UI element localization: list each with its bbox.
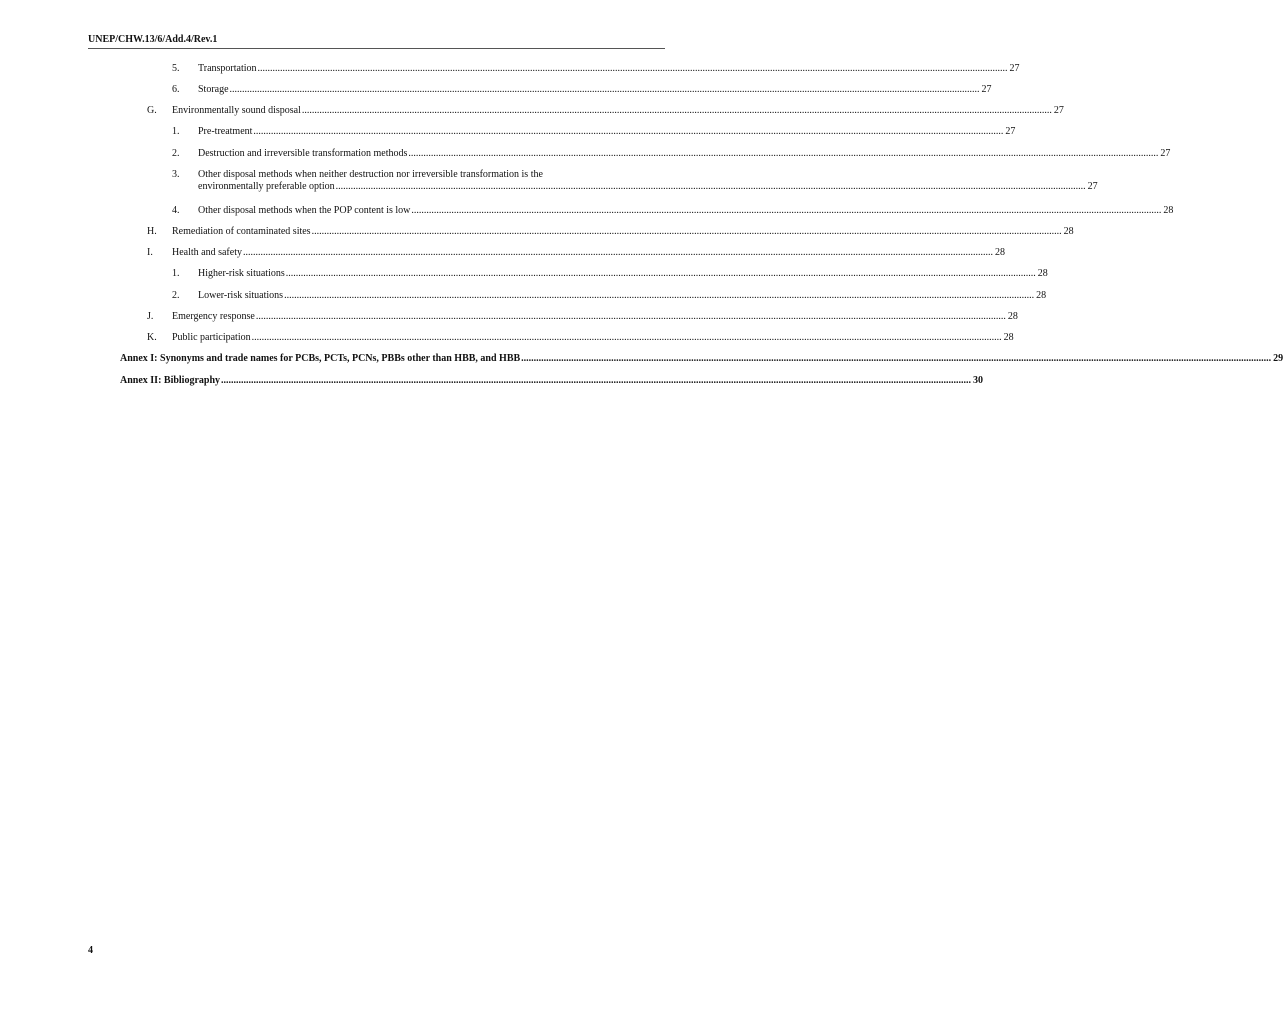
toc-entry-title: Lower-risk situations [198, 290, 284, 301]
toc-entry-title: Public participation [172, 332, 251, 343]
toc-entry-text [172, 311, 1018, 323]
toc-entry-text [198, 169, 1098, 193]
toc-entry-page: 27 [1053, 105, 1064, 116]
toc-entry-number: 3. [172, 169, 180, 180]
page-number: 4 [88, 945, 93, 956]
toc-leader-dots: ............................................................................................................................................................................................................................................................................................................ [242, 247, 993, 258]
toc-entry-title: Transportation [198, 63, 257, 74]
toc-entry-text [198, 290, 1047, 302]
toc-entry-page: 28 [1007, 311, 1018, 322]
toc-entry-title: Annex II: Bibliography [120, 375, 221, 386]
toc-entry-text [172, 226, 1074, 238]
toc-entry-number: 4. [172, 205, 180, 216]
toc-entry-text [198, 148, 1171, 160]
toc-entry-page: 28 [1037, 268, 1048, 279]
toc-entry-number: 2. [172, 290, 180, 301]
toc-entry-page: 27 [1160, 148, 1171, 159]
toc-leader-dots: ............................................................................................................................................................................................................................................................................................................ [301, 105, 1052, 116]
toc-leader-dots: ............................................................................................................................................................................................................................................................................................................ [311, 226, 1062, 237]
toc-entry-letter: G. [147, 105, 157, 116]
toc-leader-dots: ............................................................................................................................................................................................................................................................................................................ [521, 353, 1272, 364]
toc-leader-dots: ............................................................................................................................................................................................................................................................................................................ [257, 63, 1008, 74]
toc-leader-dots: ............................................................................................................................................................................................................................................................................................................ [335, 181, 1086, 192]
toc-entry-line2 [198, 181, 1098, 193]
toc-leader-dots: ............................................................................................................................................................................................................................................................................................................ [408, 148, 1159, 159]
toc-entry-letter: H. [147, 226, 157, 237]
toc-leader-dots: ............................................................................................................................................................................................................................................................................................................ [221, 375, 972, 386]
toc-entry-number: 1. [172, 268, 180, 279]
toc-leader-dots: ............................................................................................................................................................................................................................................................................................................ [284, 290, 1035, 301]
toc-entry-page: 28 [994, 247, 1005, 258]
toc-entry-text [198, 205, 1174, 217]
toc-entry-letter: I. [147, 247, 153, 258]
toc-entry-page: 28 [1063, 226, 1074, 237]
toc-leader-dots: ............................................................................................................................................................................................................................................................................................................ [411, 205, 1162, 216]
toc-entry-text [172, 332, 1014, 344]
toc-leader-dots: ............................................................................................................................................................................................................................................................................................................ [285, 268, 1036, 279]
toc-entry-title: Other disposal methods when the POP content is low [198, 205, 411, 216]
toc-entry-title: Annex I: Synonyms and trade names for PCBs, PCTs, PCNs, PBBs other than HBB, and HBB [120, 353, 521, 364]
toc-entry-page: 29 [1273, 353, 1283, 364]
toc-entry-title: Storage [198, 84, 229, 95]
toc-entry-text [198, 63, 1020, 75]
toc-entry-title: Emergency response [172, 311, 255, 322]
toc-entry-text [172, 105, 1064, 117]
toc-leader-dots: ............................................................................................................................................................................................................................................................................................................ [229, 84, 980, 95]
toc-entry-page: 27 [1087, 181, 1098, 192]
toc-entry-text [198, 126, 1016, 138]
toc-entry-text [198, 268, 1048, 280]
toc-entry-page: 30 [973, 375, 984, 386]
toc-entry-page: 28 [1163, 205, 1174, 216]
toc-entry-number: 1. [172, 126, 180, 137]
toc-entry-title: Remediation of contaminated sites [172, 226, 311, 237]
toc-entry-letter: K. [147, 332, 157, 343]
toc-entry-page: 27 [981, 84, 992, 95]
toc-entry-title: Environmentally sound disposal [172, 105, 301, 116]
toc-leader-dots: ............................................................................................................................................................................................................................................................................................................ [251, 332, 1002, 343]
toc-entry-title: Health and safety [172, 247, 242, 258]
toc-entry-title-line2: environmentally preferable option [198, 181, 335, 192]
toc-entry-number: 6. [172, 84, 180, 95]
toc-leader-dots: ............................................................................................................................................................................................................................................................................................................ [253, 126, 1004, 137]
document-code: UNEP/CHW.13/6/Add.4/Rev.1 [88, 34, 218, 45]
toc-entry-title-line1: Other disposal methods when neither destruction nor irreversible transformation is the [198, 169, 543, 180]
toc-entry-other-disposal-methods[interactable] [0, 169, 1098, 193]
toc-entry-page: 28 [1003, 332, 1014, 343]
toc-entry-title: Destruction and irreversible transformation methods [198, 148, 408, 159]
toc-leader-dots: ............................................................................................................................................................................................................................................................................................................ [255, 311, 1006, 322]
toc-entry-text [120, 375, 984, 387]
toc-entry-page: 27 [1009, 63, 1020, 74]
toc-entry-text [120, 353, 1283, 365]
toc-entry-page: 27 [1005, 126, 1016, 137]
toc-entry-number: 5. [172, 63, 180, 74]
toc-entry-title: Pre-treatment [198, 126, 253, 137]
toc-entry-title: Higher-risk situations [198, 268, 285, 279]
toc-entry-page: 28 [1036, 290, 1047, 301]
toc-entry-number: 2. [172, 148, 180, 159]
toc-entry-letter: J. [147, 311, 154, 322]
toc-entry-text [172, 247, 1005, 259]
toc-entry-text [198, 84, 992, 96]
